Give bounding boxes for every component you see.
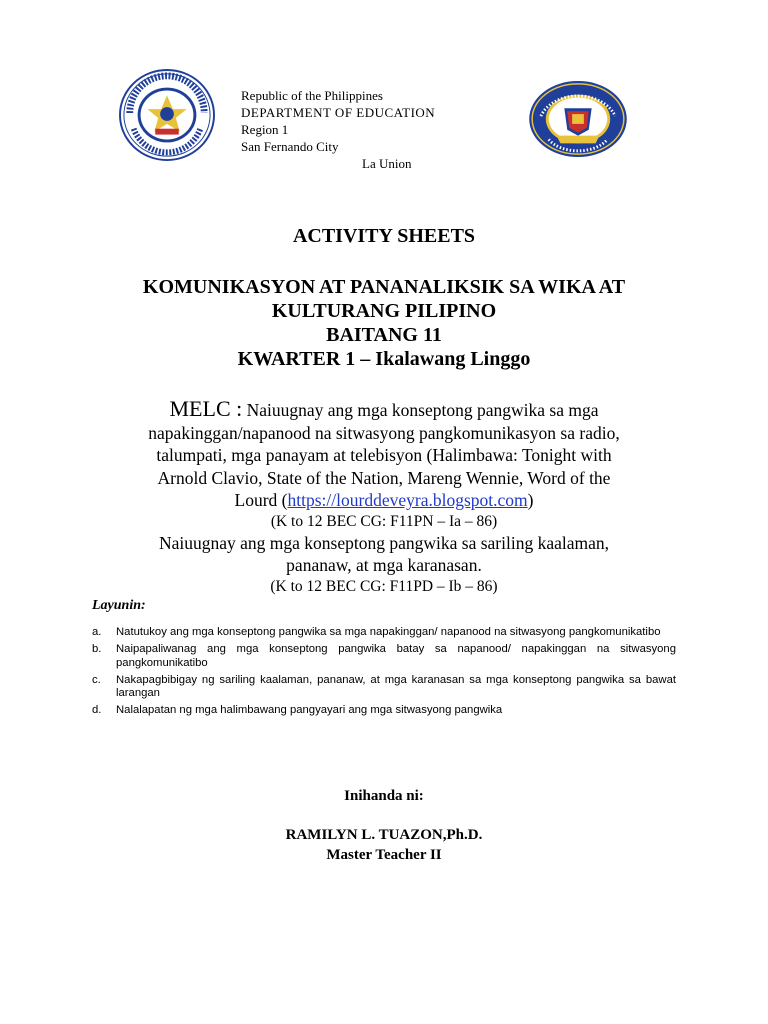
melc-section <box>70 398 698 597</box>
author-position: Master Teacher II <box>326 847 442 863</box>
objective-item <box>92 626 676 640</box>
melc-line-1 <box>70 398 698 422</box>
objective-marker: c. <box>92 673 101 686</box>
melc-line-5 <box>70 489 698 512</box>
objective-marker: a. <box>92 626 102 638</box>
objective-marker: b. <box>92 643 102 655</box>
objective-item <box>92 674 676 701</box>
objective-text: Nalalapatan ng mga halimbawang pangyayari ang mga sitwasyong pangwika <box>116 704 503 716</box>
republic-line: Republic of the Philippines <box>241 88 383 103</box>
layunin-heading: Layunin: <box>92 598 146 613</box>
melc-code-2: (K to 12 BEC CG: F11PD – Ib – 86) <box>270 577 498 595</box>
subject-line-1: KOMUNIKASYON AT PANANALIKSIK SA WIKA AT <box>142 276 626 298</box>
region-one-seal-icon <box>527 79 629 159</box>
grade-level: BAITANG 11 <box>326 324 442 346</box>
subject-line-2: KULTURANG PILIPINO <box>271 300 497 322</box>
quarter-week: KWARTER 1 – Ikalawang Linggo <box>237 348 531 370</box>
activity-sheets-title: ACTIVITY SHEETS <box>292 225 476 247</box>
city-line: San Fernando City <box>241 139 339 154</box>
melc-label: MELC : <box>169 396 243 421</box>
author-name: RAMILYN L. TUAZON,Ph.D. <box>285 827 483 843</box>
deped-seal-icon <box>118 68 216 162</box>
objective-item <box>92 704 676 718</box>
objective-text: Naipapaliwanag ang mga konseptong pangwika batay sa napanood/ napakinggan na sitwasyong pangkomunikatibo <box>116 643 676 669</box>
melc-line-3: talumpati, mga panayam at telebisyon (Halimbawa: Tonight with <box>156 445 612 465</box>
melc2-line-1: Naiuugnay ang mga konseptong pangwika sa sariling kaalaman, <box>158 532 610 553</box>
objective-marker: d. <box>92 704 102 716</box>
department-line: DEPARTMENT OF EDUCATION <box>241 105 436 120</box>
subject-title-block <box>40 275 728 371</box>
blog-link[interactable]: https://lourddeveyra.blogspot.com <box>287 490 528 510</box>
melc-text-1: Naiuugnay ang mga konseptong pangwika sa mga <box>246 400 599 420</box>
melc-code-1: (K to 12 BEC CG: F11PN – Ia – 86) <box>270 512 498 530</box>
melc-line-2: napakinggan/napanood na sitwasyong pangkomunikasyon sa radio, <box>148 422 620 443</box>
melc-line-4: Arnold Clavio, State of the Nation, Mareng Wennie, Word of the <box>157 467 611 488</box>
region-line: Region 1 <box>241 122 289 137</box>
region-one-seal-logo <box>527 79 629 159</box>
objectives-list <box>92 626 676 721</box>
deped-seal-logo <box>118 68 216 162</box>
melc-line-5-suffix: ) <box>527 490 534 510</box>
melc2-line-2: pananaw, at mga karanasan. <box>286 555 482 575</box>
letterhead <box>241 87 531 172</box>
objective-text: Nakapagbibigay ng sariling kaalaman, pananaw, at mga karanasan sa mga konseptong pangwika sa bawat larangan <box>116 673 676 699</box>
prepared-by-label: Inihanda ni: <box>344 788 424 804</box>
objective-item <box>92 643 676 670</box>
province-line: La Union <box>362 156 412 171</box>
melc-line-5-prefix: Lourd ( <box>234 490 288 510</box>
objective-text: Natutukoy ang mga konseptong pangwika sa mga napakinggan/ napanood na sitwasyong pangkomunikatibo <box>116 626 661 638</box>
